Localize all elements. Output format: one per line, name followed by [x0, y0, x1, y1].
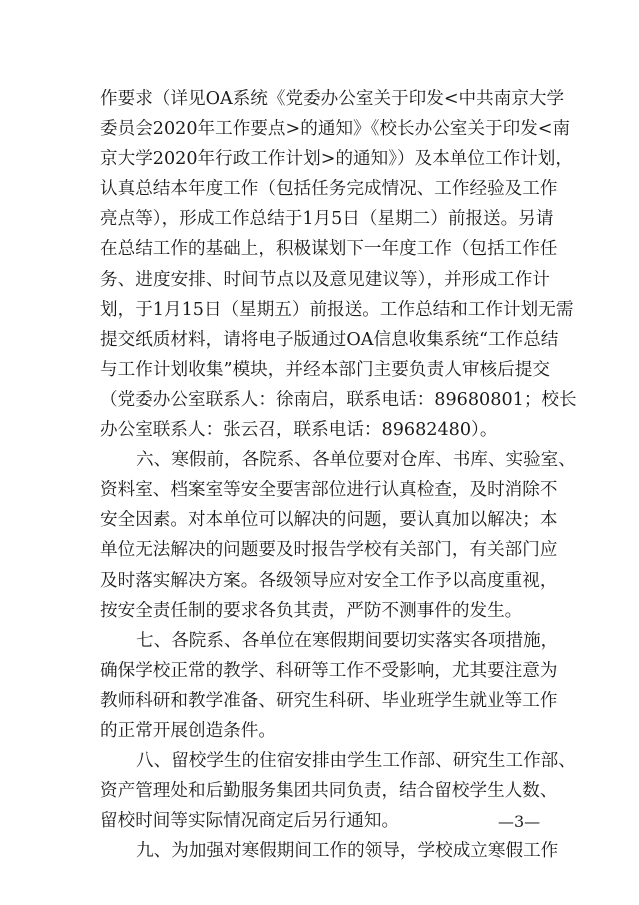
- text-line: 资产管理处和后勤服务集团共同负责，结合留校学生人数、: [100, 781, 558, 802]
- text-line: 教师科研和教学准备、研究生科研、毕业班学生就业等工作: [100, 690, 558, 711]
- text-line: 的正常开展创造条件。: [100, 720, 276, 741]
- text-line: 安全因素。对本单位可以解决的问题，要认真加以解决；本: [100, 510, 558, 531]
- text-line: 办公室联系人：张云召，联系电话：89682480）。: [100, 420, 498, 441]
- text-line: 京大学2020年行政工作计划>的通知》）及本单位工作计划，: [100, 149, 573, 170]
- paragraph-first-line: 七、各院系、各单位在寒假期间要切实落实各项措施，: [136, 630, 559, 651]
- text-line: 确保学校正常的教学、科研等工作不受影响，尤其要注意为: [100, 660, 558, 681]
- text-line: 作要求（详见OA系统《党委办公室关于印发<中共南京大学: [100, 89, 565, 109]
- text-line: 委员会2020年工作要点>的通知》《校长办公室关于印发<南: [100, 119, 571, 140]
- text-line: 资料室、档案室等安全要害部位进行认真检查，及时消除不: [100, 480, 558, 501]
- text-line: （党委办公室联系人：徐南启，联系电话：89680801；校长: [100, 389, 577, 410]
- text-line: 提交纸质材料，请将电子版通过OA信息收集系统“工作总结: [100, 329, 559, 350]
- text-line: 务、进度安排、时间节点以及意见建议等），并形成工作计: [100, 269, 550, 290]
- text-line: 单位无法解决的问题要及时报告学校有关部门，有关部门应: [100, 540, 558, 561]
- text-line: 亮点等），形成工作总结于1月5日（星期二）前报送。另请: [100, 209, 554, 230]
- page-number: —3—: [498, 812, 541, 831]
- document-body: [100, 84, 577, 866]
- text-line: 在总结工作的基础上，积极谋划下一年度工作（包括工作任: [100, 239, 558, 260]
- paragraph-first-line: 八、留校学生的住宿安排由学生工作部、研究生工作部、: [136, 751, 576, 772]
- text-line: 划，于1月15日（星期五）前报送。工作总结和工作计划无需: [100, 299, 574, 320]
- paragraph-first-line: 六、寒假前，各院系、各单位要对仓库、书库、实验室、: [136, 450, 576, 471]
- text-line: 留校时间等实际情况商定后另行通知。: [100, 811, 400, 832]
- text-line: 与工作计划收集”模块，并经本部门主要负责人审核后提交: [100, 359, 550, 380]
- paragraph-first-line: 九、为加强对寒假期间工作的领导，学校成立寒假工作: [136, 841, 559, 862]
- text-line: 及时落实解决方案。各级领导应对安全工作予以高度重视，: [100, 570, 558, 591]
- text-line: 认真总结本年度工作（包括任务完成情况、工作经验及工作: [100, 179, 558, 200]
- text-line: 按安全责任制的要求各负其责，严防不测事件的发生。: [100, 600, 523, 621]
